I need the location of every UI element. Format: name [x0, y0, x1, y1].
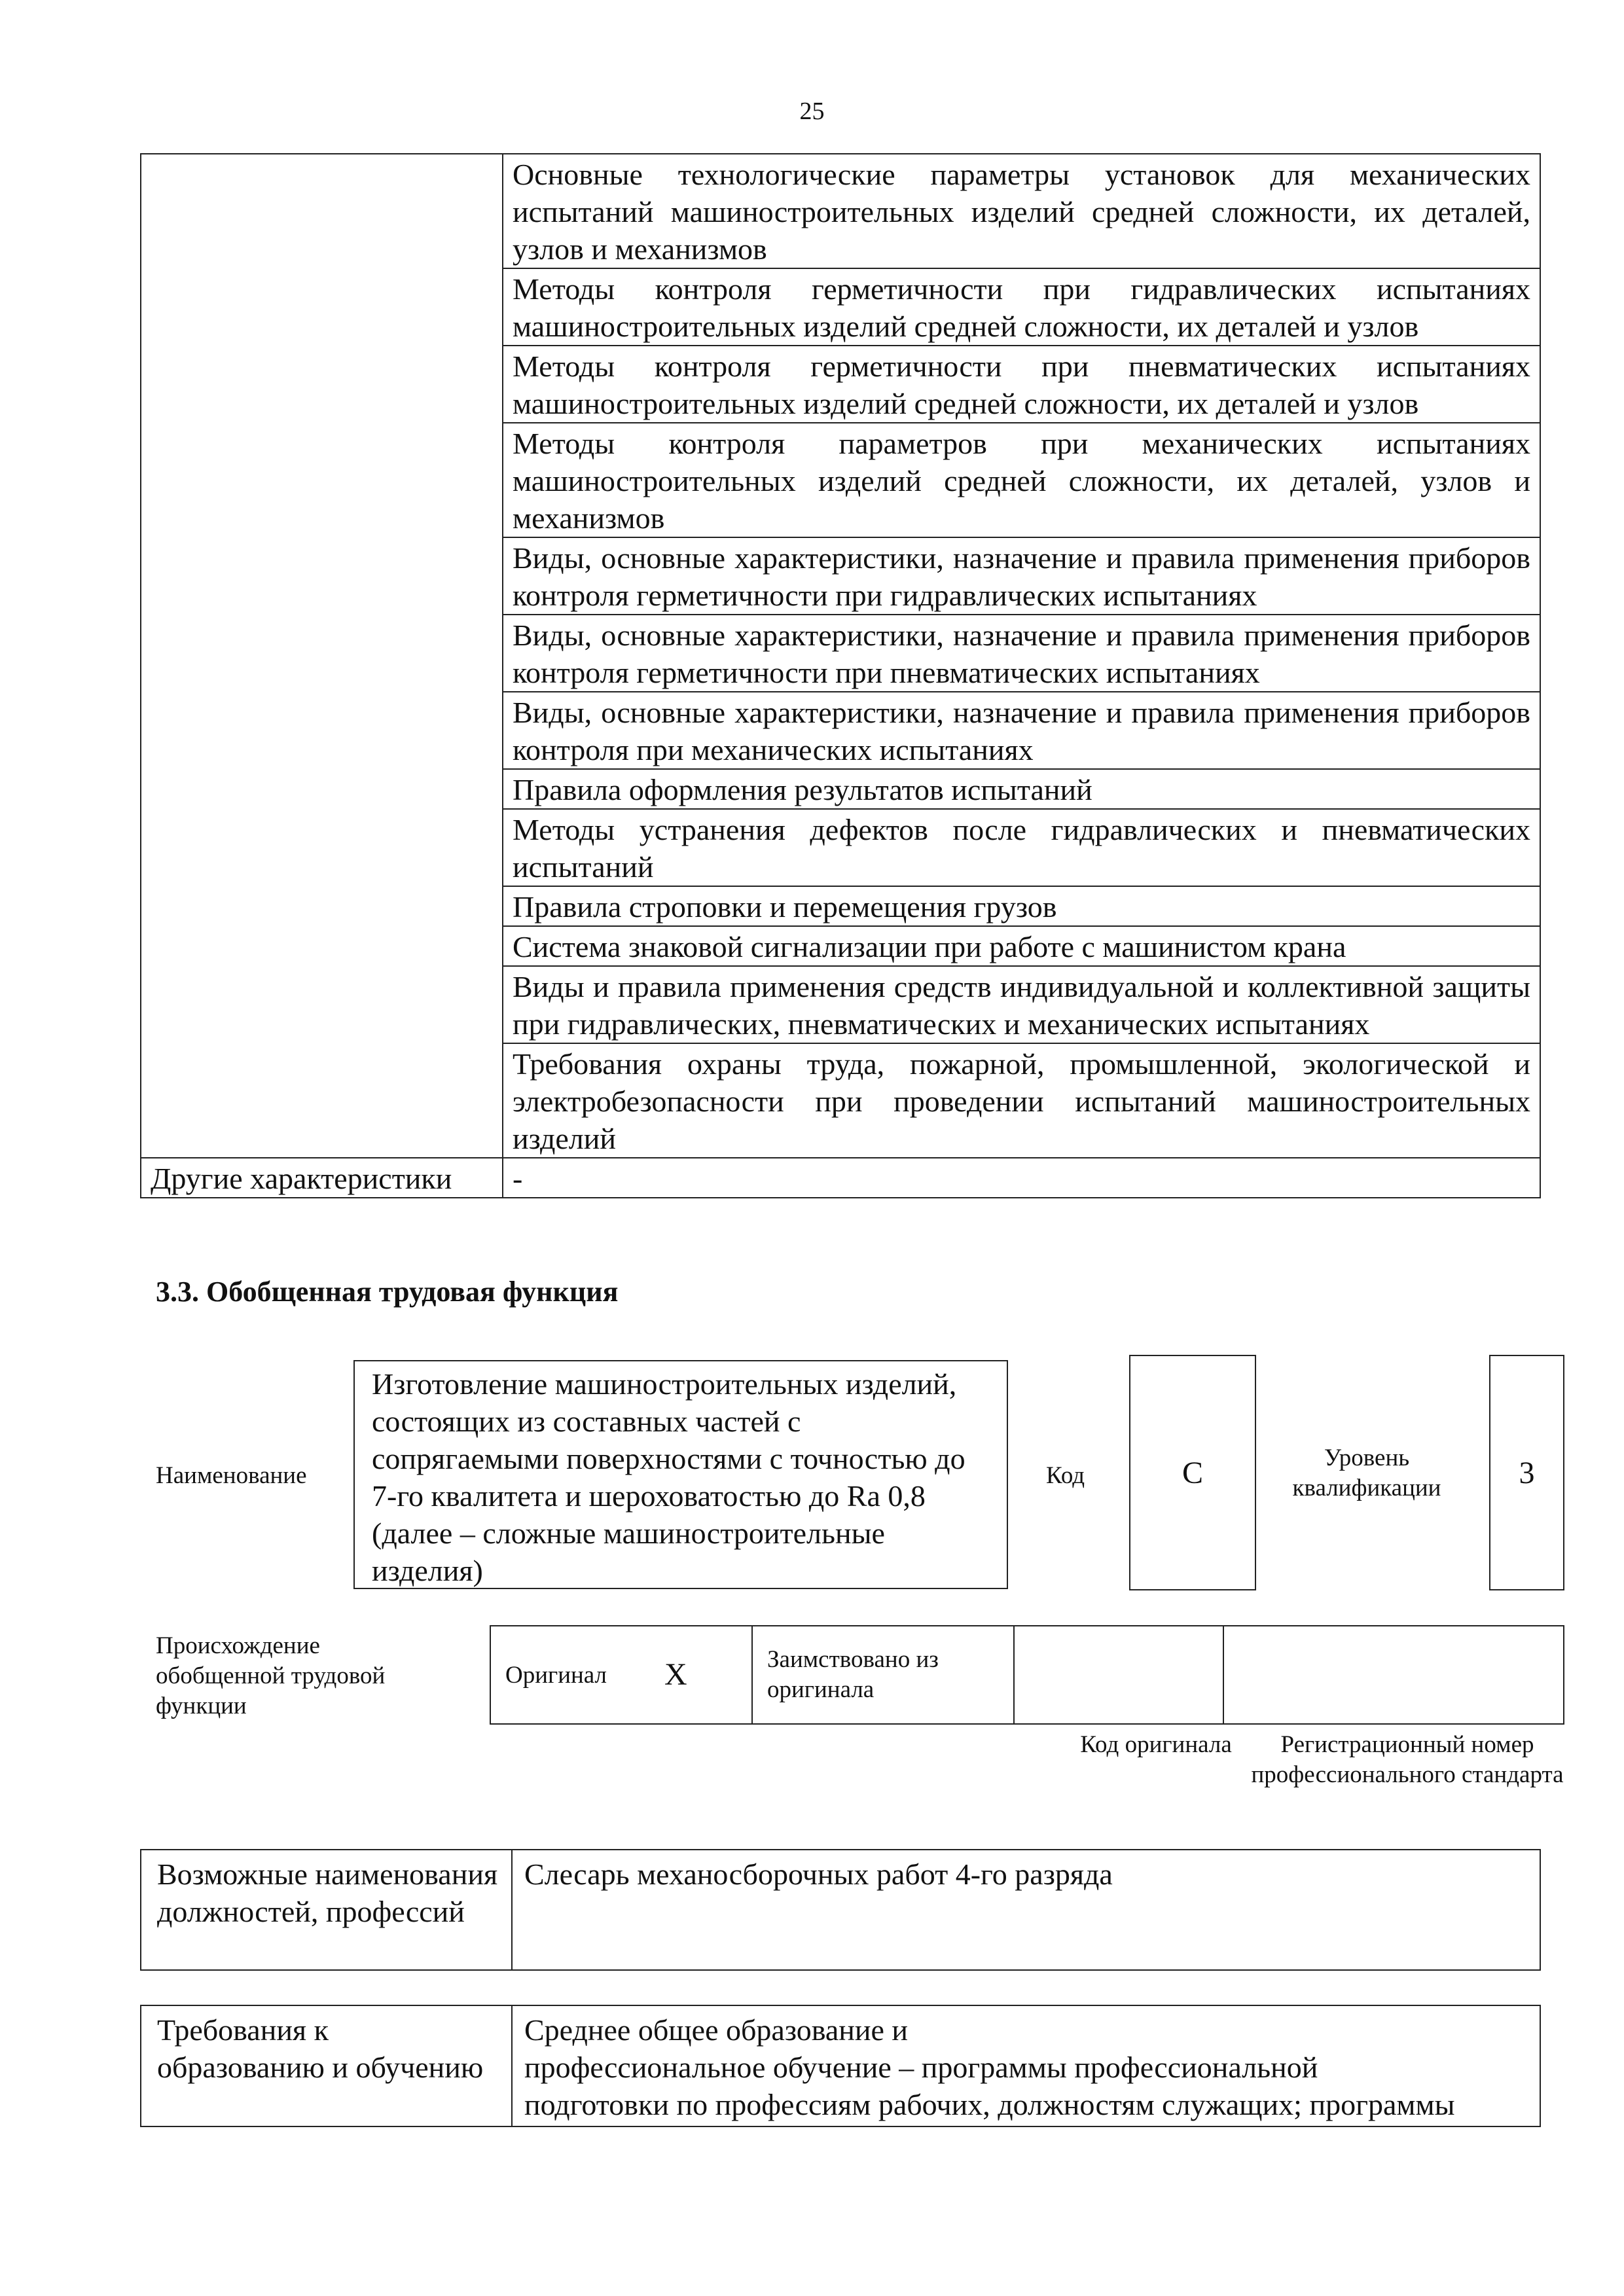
knowledge-row-text: Виды и правила применения средств индивидуальной и коллективной защиты при гидравлических, пневматических и механических испытаниях	[503, 966, 1540, 1043]
knowledge-row	[141, 154, 1540, 268]
knowledge-row-text: Методы контроля параметров при механических испытаниях машиностроительных изделий средней сложности, их деталей, узлов и механизмов	[503, 423, 1540, 537]
origin-table	[490, 1625, 1564, 1725]
education-label: Требования к образованию и обучению	[141, 2005, 512, 2126]
name-label: Наименование	[156, 1462, 307, 1489]
positions-table	[140, 1849, 1541, 1971]
origin-borrowed-label: Заимствовано из оригинала	[767, 1646, 939, 1703]
knowledge-row-text: Виды, основные характеристики, назначение и правила применения приборов контроля герметичности при пневматических испытаниях	[503, 615, 1540, 692]
qualification-level-box: 3	[1489, 1355, 1564, 1590]
education-value	[512, 2005, 1540, 2126]
knowledge-row-text: Виды, основные характеристики, назначение и правила применения приборов контроля герметичности при гидравлических испытаниях	[503, 537, 1540, 615]
knowledge-row-text: Система знаковой сигнализации при работе с машинистом крана	[503, 926, 1540, 966]
knowledge-row-text: Виды, основные характеристики, назначение и правила применения приборов контроля при механических испытаниях	[503, 692, 1540, 769]
code-label: Код	[1046, 1462, 1085, 1489]
knowledge-row-label-cell	[141, 154, 503, 1158]
origin-original-cell	[491, 1626, 753, 1723]
origin-original-label: Оригинал	[505, 1662, 607, 1689]
origin-code-cell	[1015, 1626, 1224, 1723]
code-value-box: C	[1129, 1355, 1256, 1590]
origin-reg-number-caption: Регистрационный номер профессионального стандарта	[1251, 1731, 1564, 1788]
page-number: 25	[799, 98, 825, 125]
knowledge-row-text: Правила строповки и перемещения грузов	[503, 886, 1540, 926]
knowledge-row-text: Методы устранения дефектов после гидравлических и пневматических испытаний	[503, 809, 1540, 886]
knowledge-row-text: Требования охраны труда, пожарной, промышленной, экологической и электробезопасности при проведении испытаний машиностроительных изделий	[503, 1043, 1540, 1158]
qualification-level-label: Уровень квалификации	[1292, 1444, 1441, 1501]
knowledge-row-text: Основные технологические параметры установок для механических испытаний машиностроительных изделий средней сложности, их деталей, узлов и механизмов	[503, 154, 1540, 268]
name-value-box: Изготовление машиностроительных изделий, состоящих из составных частей с сопрягаемыми поверхностями с точностью до 7-го квалитета и шероховатостью до Ra 0,8 (далее – сложные машиностроительные изделия)	[353, 1360, 1008, 1589]
knowledge-table	[140, 153, 1541, 1198]
other-characteristics-value: -	[503, 1158, 1540, 1198]
origin-original-mark: X	[664, 1657, 687, 1692]
origin-borrowed-cell	[753, 1626, 1015, 1723]
other-characteristics-row	[141, 1158, 1540, 1198]
knowledge-row-text: Методы контроля герметичности при гидравлических испытаниях машиностроительных изделий средней сложности, их деталей и узлов	[503, 268, 1540, 346]
section-title: 3.3. Обобщенная трудовая функция	[156, 1276, 619, 1308]
origin-code-caption: Код оригинала	[1080, 1731, 1232, 1758]
education-value-line: Среднее общее образование и	[524, 2013, 909, 2047]
knowledge-row-text: Правила оформления результатов испытаний	[503, 769, 1540, 809]
origin-reg-number-cell	[1224, 1626, 1399, 1723]
positions-label: Возможные наименования должностей, профессий	[141, 1850, 512, 1970]
education-value-line: подготовки по профессиям рабочих, должностям служащих; программы	[524, 2088, 1455, 2121]
knowledge-row-text: Методы контроля герметичности при пневматических испытаниях машиностроительных изделий средней сложности, их деталей и узлов	[503, 346, 1540, 423]
other-characteristics-label: Другие характеристики	[141, 1158, 503, 1198]
education-value-line: профессиональное обучение – программы профессиональной	[524, 2051, 1318, 2084]
positions-value: Слесарь механосборочных работ 4-го разряда	[512, 1850, 1540, 1970]
origin-label: Происхождение обобщенной трудовой функции	[156, 1632, 386, 1719]
education-table	[140, 2005, 1541, 2127]
